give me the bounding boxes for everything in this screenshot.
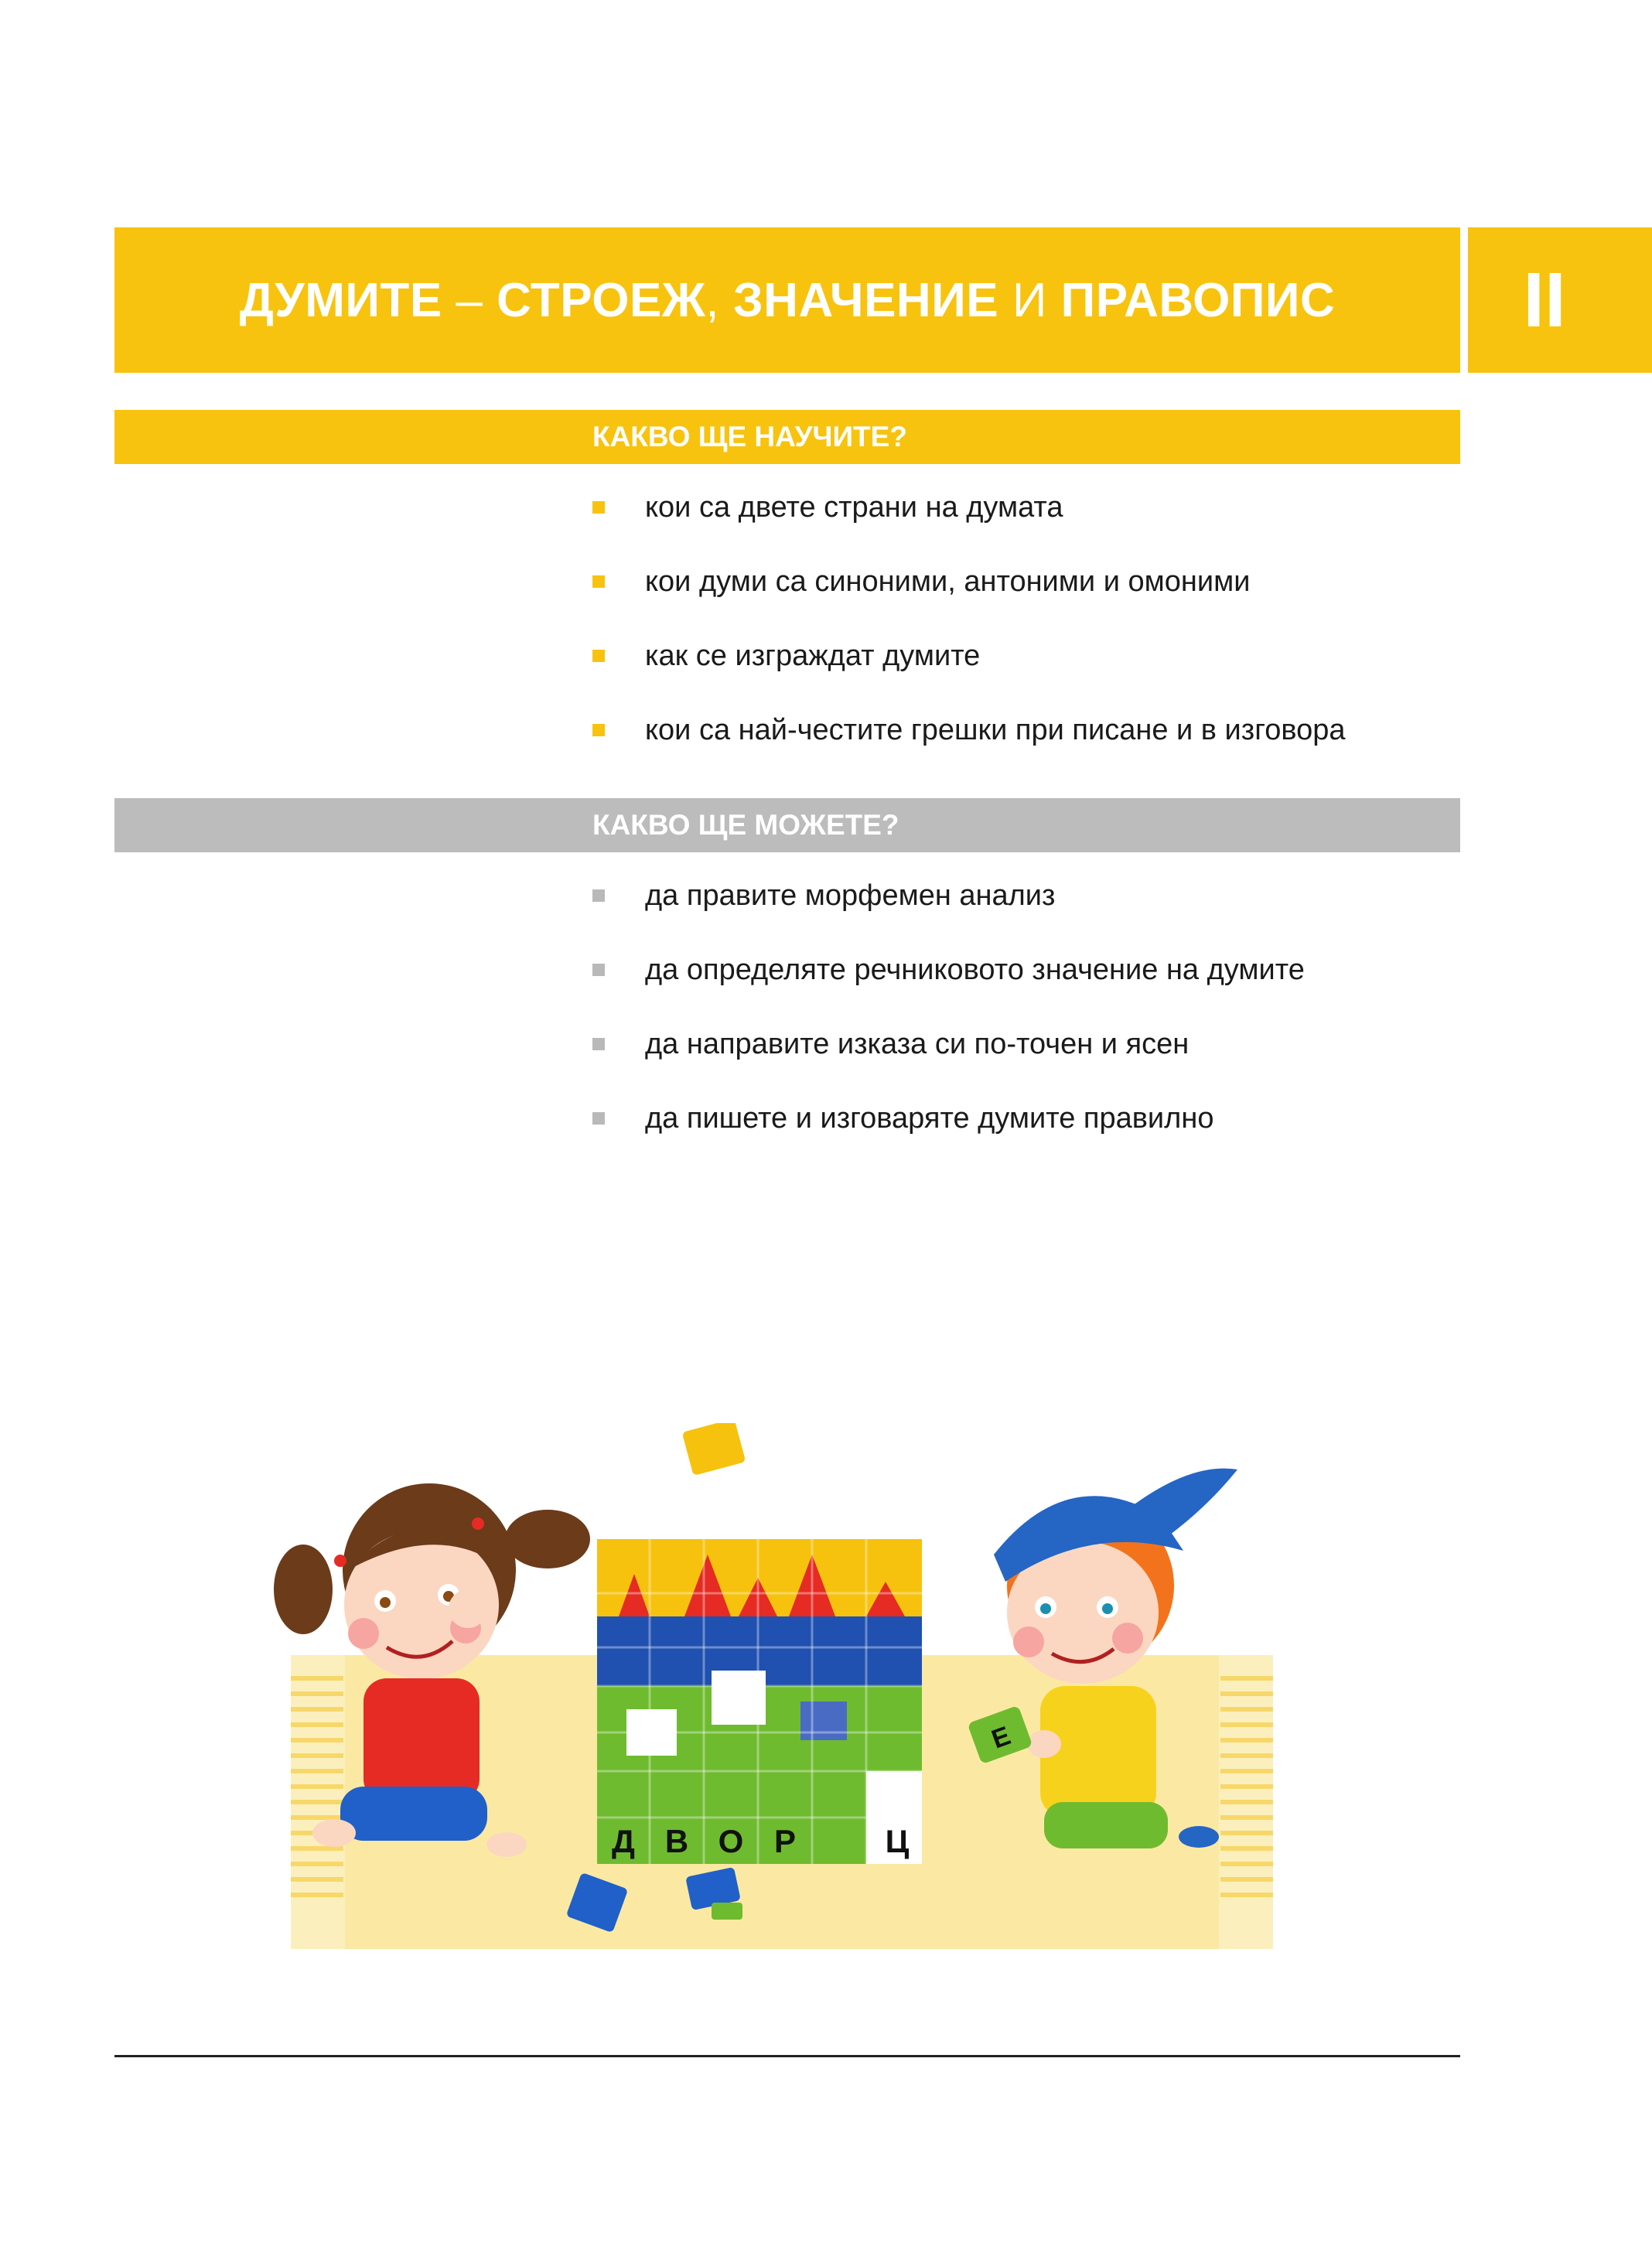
rug-fringe-left — [291, 1678, 343, 1895]
list-item — [592, 1007, 1305, 1081]
yellow-puzzle-piece-icon — [682, 1423, 746, 1476]
can-list — [592, 858, 1305, 1155]
gray-square-bullet-icon — [592, 1112, 605, 1125]
list-item — [592, 933, 1305, 1007]
list-item — [592, 544, 1346, 619]
yellow-square-bullet-icon — [592, 724, 605, 736]
list-item-text: как се изграждат думите — [645, 639, 981, 672]
yellow-square-bullet-icon — [592, 650, 605, 662]
chapter-number-box — [1468, 227, 1652, 373]
list-item — [592, 858, 1305, 933]
puzzle-letter: В — [664, 1823, 689, 1859]
list-item-text: кои са най-честите грешки при писане и в изговора — [645, 713, 1346, 746]
yellow-square-bullet-icon — [592, 575, 605, 588]
list-item-text: да определяте речниковото значение на думите — [645, 953, 1305, 986]
rug-fringe-right — [1220, 1678, 1273, 1895]
puzzle-letter: О — [718, 1823, 744, 1859]
gray-square-bullet-icon — [592, 964, 605, 976]
list-item-text: кои са двете страни на думата — [645, 490, 1063, 524]
learn-section-header — [114, 410, 1460, 464]
list-item-text: да правите морфемен анализ — [645, 879, 1056, 912]
yellow-square-bullet-icon — [592, 501, 605, 514]
list-item-text: да пишете и изговаряте думите правилно — [645, 1101, 1214, 1135]
puzzle-board — [597, 1539, 922, 1864]
children-puzzle-illustration — [263, 1423, 1284, 1988]
title-separator-dash: – — [442, 273, 497, 327]
chapter-title — [240, 273, 1336, 328]
list-item — [592, 619, 1346, 693]
list-item — [592, 470, 1346, 544]
title-word-1: ДУМИТЕ — [239, 273, 442, 327]
title-word-4: ПРАВОПИС — [1060, 273, 1336, 327]
puzzle-letter: Ц — [885, 1823, 910, 1859]
puzzle-letter: Р — [773, 1823, 797, 1859]
chapter-title-band — [114, 227, 1460, 373]
list-item-text: кои думи са синоними, антоними и омоними — [645, 565, 1251, 598]
can-section-header — [114, 798, 1460, 852]
learn-list — [592, 470, 1346, 767]
gray-square-bullet-icon — [592, 889, 605, 902]
list-item — [592, 693, 1346, 767]
chapter-number: II — [1523, 256, 1566, 343]
list-item — [592, 1081, 1305, 1155]
list-item-text: да направите изказа си по-точен и ясен — [645, 1027, 1190, 1060]
held-piece-letter: Е — [988, 1721, 1015, 1755]
can-heading: КАКВО ЩЕ МОЖЕТЕ? — [592, 809, 899, 841]
title-word-2: СТРОЕЖ — [497, 273, 706, 327]
title-separator-comma: , — [705, 273, 733, 327]
gray-square-bullet-icon — [592, 1038, 605, 1050]
title-separator-and: И — [998, 273, 1061, 327]
title-word-3: ЗНАЧЕНИЕ — [732, 273, 999, 327]
footer-rule — [114, 2055, 1460, 2057]
learn-heading: КАКВО ЩЕ НАУЧИТЕ? — [592, 421, 907, 452]
puzzle-letter: Д — [612, 1823, 635, 1859]
